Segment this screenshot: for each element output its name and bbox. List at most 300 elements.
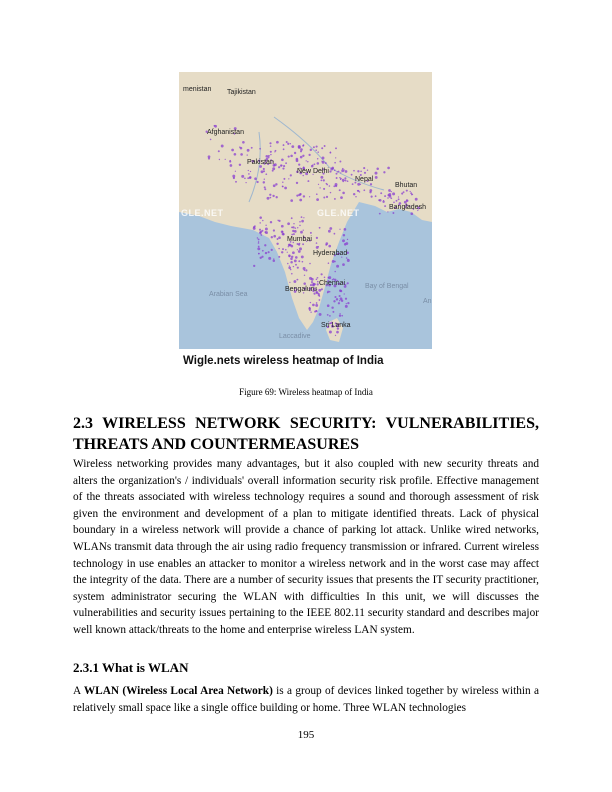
- heat-dot: [301, 216, 303, 218]
- heat-dot: [347, 180, 349, 182]
- heat-dot: [301, 220, 304, 223]
- heat-dot: [293, 223, 294, 224]
- heat-dot: [311, 278, 314, 281]
- heat-dot: [309, 263, 311, 265]
- heat-dot: [273, 235, 276, 238]
- heat-dot: [270, 151, 272, 153]
- heat-dot: [296, 182, 298, 184]
- heat-dot: [318, 246, 319, 247]
- heat-dot: [297, 243, 299, 245]
- heat-dot: [334, 162, 336, 164]
- heat-dot: [319, 299, 321, 301]
- heat-dot: [321, 180, 323, 182]
- heat-dot: [265, 225, 266, 226]
- heat-dot: [392, 212, 394, 214]
- heat-dot: [234, 153, 237, 156]
- page-number: 195: [297, 729, 315, 741]
- heat-dot: [347, 302, 349, 304]
- heat-dot: [383, 171, 385, 173]
- heat-dot: [288, 266, 291, 269]
- heat-dot: [314, 283, 316, 285]
- heat-dot: [339, 229, 340, 230]
- heat-dot: [292, 251, 295, 254]
- heat-dot: [324, 277, 326, 279]
- heat-dot: [307, 161, 308, 162]
- heat-dot: [283, 148, 285, 150]
- heat-dot: [289, 244, 292, 247]
- heat-dot: [258, 246, 260, 248]
- heat-dot: [359, 191, 361, 193]
- heat-dot: [344, 243, 347, 246]
- heat-dot: [273, 229, 275, 231]
- heat-dot: [326, 242, 329, 245]
- heat-dot: [295, 256, 298, 259]
- heat-dot: [322, 157, 325, 160]
- heat-dot: [290, 199, 293, 202]
- heat-dot: [315, 304, 318, 307]
- heat-dot: [290, 269, 291, 270]
- heat-dot: [264, 186, 266, 188]
- heat-dot: [281, 165, 282, 166]
- heat-dot: [300, 193, 301, 194]
- heat-dot: [264, 188, 266, 190]
- heat-dot: [300, 150, 302, 152]
- map-label-bay-of-bengal: Bay of Bengal: [365, 283, 409, 290]
- heat-dot: [376, 167, 379, 170]
- heat-dot: [233, 177, 235, 179]
- heat-dot: [290, 261, 293, 264]
- heat-dot: [261, 170, 264, 173]
- heat-dot: [403, 191, 405, 193]
- heat-dot: [415, 198, 418, 201]
- heat-dot: [314, 163, 316, 165]
- heat-dot: [269, 194, 271, 196]
- heat-dot: [406, 199, 408, 201]
- heat-dot: [316, 198, 319, 201]
- heat-dot: [311, 281, 313, 283]
- heat-dot: [294, 259, 297, 262]
- heat-dot: [340, 179, 341, 180]
- heat-dot: [291, 256, 293, 258]
- heat-dot: [256, 181, 258, 183]
- heat-dot: [303, 195, 305, 197]
- heat-dot: [360, 171, 362, 173]
- heat-dot: [259, 216, 262, 219]
- heat-dot: [340, 172, 341, 173]
- heat-dot: [210, 139, 212, 141]
- heat-dot: [396, 200, 398, 202]
- heat-dot: [258, 241, 259, 242]
- heat-dot: [310, 302, 311, 303]
- heat-dot: [296, 279, 298, 281]
- heat-dot: [230, 164, 233, 167]
- heat-dot: [218, 150, 220, 152]
- heat-dot: [265, 173, 267, 175]
- wlan-term: WLAN (Wireless Local Area Network): [83, 685, 273, 697]
- heat-dot: [340, 297, 343, 300]
- heat-dot: [249, 177, 252, 180]
- map-label-new-delhi: New Delhi: [297, 168, 329, 175]
- heat-dot: [258, 242, 260, 244]
- heat-dot: [231, 149, 234, 152]
- map-label-bhutan: Bhutan: [395, 182, 418, 189]
- heat-dot: [270, 154, 271, 155]
- heat-dot: [270, 221, 272, 223]
- heat-dot: [286, 141, 288, 143]
- heat-dot: [219, 159, 220, 160]
- heat-dot: [288, 255, 290, 257]
- heat-dot: [258, 238, 260, 240]
- heat-dot: [312, 164, 313, 165]
- heat-dot: [289, 282, 290, 283]
- heat-dot: [265, 231, 268, 234]
- heat-dot: [316, 302, 318, 304]
- heat-dot: [357, 183, 360, 186]
- heat-dot: [293, 266, 294, 267]
- heat-dot: [357, 190, 359, 192]
- heat-dot: [281, 225, 284, 228]
- heat-dot: [321, 147, 323, 149]
- heat-dot: [378, 199, 380, 201]
- heat-dot: [278, 236, 281, 239]
- heat-dot: [208, 158, 210, 160]
- heat-dot: [291, 217, 293, 219]
- heat-dot: [330, 168, 333, 171]
- heat-dot: [364, 172, 366, 174]
- heat-dot: [379, 213, 381, 215]
- heat-dot: [309, 309, 311, 311]
- heat-dot: [326, 196, 328, 198]
- heat-dot: [276, 141, 279, 144]
- heat-dot: [344, 177, 346, 179]
- heat-dot: [253, 265, 255, 267]
- heat-dot: [214, 125, 216, 127]
- heat-dot: [317, 277, 319, 279]
- heat-dot: [345, 305, 348, 308]
- heat-dot: [312, 304, 315, 307]
- heat-dot: [245, 182, 246, 183]
- heat-dot: [244, 177, 246, 179]
- heat-dot: [336, 265, 339, 268]
- heat-dot: [283, 178, 285, 180]
- subsection-paragraph: [73, 683, 539, 717]
- heat-dot: [325, 162, 327, 164]
- map-label-afghanistan: Afghanistan: [207, 129, 244, 136]
- heat-dot: [302, 261, 304, 263]
- heat-dot: [310, 232, 312, 234]
- heat-dot: [248, 170, 249, 171]
- heat-dot: [387, 211, 388, 212]
- heat-dot: [297, 249, 298, 250]
- heat-dot: [275, 150, 277, 152]
- heat-dot: [334, 296, 336, 298]
- heat-dot: [274, 163, 277, 166]
- heat-dot: [339, 161, 341, 163]
- heat-dot: [299, 221, 301, 223]
- heat-dot: [268, 251, 270, 253]
- heat-dot: [398, 198, 400, 200]
- heat-dot: [284, 187, 287, 190]
- heat-dot: [282, 168, 284, 170]
- heat-dot: [258, 253, 260, 255]
- heat-dot: [247, 177, 249, 179]
- heat-dot: [329, 291, 331, 293]
- heat-dot: [263, 168, 265, 170]
- heat-dot: [270, 145, 272, 147]
- heat-dot: [318, 184, 319, 185]
- heat-dot: [282, 186, 284, 188]
- heat-dot: [241, 175, 244, 178]
- heat-dot: [253, 227, 256, 230]
- heat-dot: [299, 199, 302, 202]
- heat-dot: [393, 201, 395, 203]
- heat-dot: [345, 298, 347, 300]
- heat-dot: [363, 189, 365, 191]
- heat-dot: [351, 174, 353, 176]
- heat-dot: [261, 234, 263, 236]
- heat-dot: [300, 231, 303, 234]
- heat-dot: [293, 233, 295, 235]
- map-label-mumbai: Mumbai: [287, 236, 312, 243]
- heat-dot: [347, 282, 349, 284]
- heat-dot: [410, 192, 412, 194]
- heat-dot: [375, 176, 378, 179]
- heat-dot: [336, 173, 338, 175]
- heat-dot: [277, 238, 279, 240]
- heat-dot: [299, 225, 301, 227]
- map-label-andaman-fragment: An: [423, 298, 432, 305]
- heat-dot: [334, 271, 336, 273]
- heat-dot: [329, 170, 331, 172]
- map-label-bengaluru: Bengaluru: [285, 286, 317, 293]
- heat-dot: [310, 149, 312, 151]
- heat-dot: [406, 190, 408, 192]
- heat-dot: [316, 146, 318, 148]
- map-label-lakshadweep: Laccadive: [279, 333, 311, 340]
- heat-dot: [247, 154, 248, 155]
- subsection-heading: 2.3.1 What is WLAN: [73, 660, 189, 675]
- heat-dot: [336, 177, 338, 179]
- section-paragraph: Wireless networking provides many advantages, but it also coupled with new security threats and alters the organization's / individuals' overall information security risk profile. Effective management of the threats associated with wireless technology requires a sound and thorough assessment of risk given the environment and development of a plan to mitigate identified threats. Lack of physical boundary in a wireless network will provide a chance of parking lot attack. Unlike wired networks, WLANs transmit data through the air using radio frequency transmission or infrared. Current wireless technology in use enables an attacker to monitor a wireless network and in the worst case may affect the integrity of the data. There are a number of security issues that presents the IT security practitioner, system administrator securing the WLAN with difficulties In this unit, we will discusses the vulnerabilities and security issues pertaining to the IEEE 802.11 security standard and describes major well known attack/threats to the home and enterprise wireless LAN system.: [73, 458, 539, 636]
- heat-dot: [287, 263, 289, 265]
- heat-dot: [339, 295, 341, 297]
- heat-dot: [392, 192, 395, 195]
- heat-dot: [287, 252, 288, 253]
- heat-dot: [235, 171, 236, 172]
- heat-dot: [247, 149, 250, 152]
- heat-dot: [294, 152, 296, 154]
- heat-dot: [317, 158, 319, 160]
- heat-dot: [254, 177, 257, 180]
- map-label-hyderabad: Hyderabad: [313, 250, 348, 257]
- heat-dot: [276, 196, 278, 198]
- heat-dot: [326, 183, 328, 185]
- heat-dot: [281, 251, 283, 253]
- heat-dot: [257, 237, 258, 238]
- heat-dot: [229, 161, 231, 163]
- image-caption: Wigle.nets wireless heatmap of India: [183, 355, 384, 367]
- heat-dot: [327, 314, 329, 316]
- heat-dot: [319, 227, 321, 229]
- heat-dot: [273, 259, 276, 262]
- heat-dot: [278, 166, 280, 168]
- map-label-nepal: Nepal: [355, 176, 374, 183]
- figure-caption: Figure 69: Wireless heatmap of India: [239, 387, 373, 397]
- heat-dot: [264, 179, 265, 180]
- watermark-left: GLE.NET: [181, 208, 224, 218]
- heat-dot: [294, 230, 297, 233]
- heat-dot: [303, 230, 304, 231]
- heat-dot: [297, 227, 298, 228]
- heat-dot: [272, 170, 274, 172]
- heat-dot: [291, 273, 293, 275]
- heat-dot: [242, 141, 245, 144]
- heat-dot: [319, 187, 320, 188]
- heat-dot: [283, 144, 285, 146]
- heat-dot: [391, 191, 392, 192]
- heat-dot: [298, 260, 300, 262]
- heat-dot: [342, 192, 345, 195]
- heat-dot: [387, 197, 389, 199]
- heat-dot: [329, 185, 331, 187]
- heat-dot: [267, 197, 270, 200]
- heat-dot: [335, 185, 337, 187]
- heat-dot: [401, 193, 403, 195]
- heat-dot: [342, 181, 343, 182]
- heat-dot: [384, 195, 386, 197]
- heat-dot: [334, 169, 336, 171]
- heat-dot: [333, 185, 335, 187]
- heat-dot: [332, 260, 335, 263]
- heat-dot: [328, 262, 330, 264]
- heat-dot: [272, 167, 275, 170]
- heat-dot: [303, 267, 306, 270]
- heat-dot: [240, 153, 243, 156]
- heat-dot: [398, 196, 399, 197]
- heat-dot: [367, 169, 368, 170]
- heat-dot: [375, 172, 378, 175]
- heat-dot: [314, 311, 316, 313]
- heat-dot: [338, 302, 340, 304]
- heat-dot: [324, 145, 326, 147]
- heat-dot: [339, 189, 341, 191]
- heat-dot: [285, 249, 287, 251]
- heat-dot: [347, 239, 348, 240]
- heat-dot: [273, 184, 276, 187]
- heat-dot: [265, 155, 268, 158]
- heat-dot: [344, 169, 345, 170]
- heat-dot: [288, 178, 289, 179]
- heat-dot: [259, 222, 261, 224]
- heat-dot: [225, 159, 226, 160]
- heat-dot: [302, 155, 304, 157]
- heat-dot: [251, 147, 253, 149]
- heat-dot: [260, 257, 262, 259]
- heat-dot: [390, 197, 392, 199]
- heat-dot: [329, 227, 332, 230]
- heat-dot: [329, 331, 332, 334]
- heat-dot: [262, 220, 264, 222]
- heat-dot: [248, 173, 250, 175]
- heat-dot: [410, 191, 411, 192]
- heat-dot: [328, 277, 330, 279]
- heat-dot: [295, 264, 297, 266]
- heat-dot: [298, 250, 301, 253]
- heat-dot: [317, 151, 319, 153]
- heat-dot: [339, 300, 340, 301]
- heat-dot: [270, 197, 272, 199]
- heat-dot: [332, 311, 334, 313]
- section-heading: 2.3 WIRELESS NETWORK SECURITY: VULNERABILITIES, THREATS AND COUNTERMEASURES: [73, 415, 539, 453]
- heat-dot: [328, 245, 331, 248]
- heat-dot: [272, 195, 274, 197]
- heat-dot: [387, 167, 390, 170]
- heat-dot: [303, 175, 304, 176]
- heat-dot: [375, 195, 377, 197]
- heat-dot: [353, 170, 355, 172]
- heat-dot: [278, 248, 279, 249]
- heat-dot: [330, 192, 331, 193]
- heat-dot: [271, 236, 273, 238]
- heat-dot: [342, 168, 344, 170]
- map-label-turkmenistan: menistan: [183, 86, 212, 93]
- heat-dot: [334, 198, 336, 200]
- heat-dot: [265, 252, 267, 254]
- heat-dot: [271, 249, 273, 251]
- heat-dot: [336, 331, 339, 334]
- heat-dot: [336, 298, 338, 300]
- heat-dot: [316, 237, 318, 239]
- heat-dot: [331, 306, 333, 308]
- watermark-right: GLE.NET: [317, 208, 360, 218]
- heat-dot: [263, 181, 265, 183]
- heat-dot: [268, 155, 270, 157]
- heat-dot: [333, 300, 335, 302]
- heat-dot: [297, 267, 299, 269]
- heat-dot: [302, 243, 304, 245]
- heat-dot: [310, 311, 311, 312]
- heat-dot: [259, 148, 261, 150]
- heat-dot: [296, 194, 298, 196]
- heat-dot: [329, 315, 331, 317]
- heat-dot: [346, 257, 348, 259]
- heat-dot: [288, 246, 289, 247]
- heat-dot: [353, 193, 355, 195]
- heat-dot: [412, 194, 414, 196]
- heat-dot: [295, 227, 297, 229]
- heat-dot: [334, 233, 336, 235]
- heat-dot: [319, 313, 322, 316]
- heat-dot: [339, 315, 341, 317]
- heat-dot: [250, 171, 251, 172]
- heat-dot: [301, 255, 304, 258]
- heat-dot: [299, 247, 302, 250]
- heat-dot: [240, 147, 243, 150]
- heat-dot: [275, 183, 277, 185]
- heat-dot: [343, 234, 345, 236]
- heat-dot: [335, 147, 337, 149]
- heat-dot: [323, 188, 325, 190]
- heat-dot: [369, 191, 371, 193]
- heat-dot: [292, 226, 294, 228]
- heat-dot: [339, 313, 340, 314]
- heat-dot: [303, 217, 304, 218]
- heat-dot: [321, 273, 323, 275]
- heat-dot: [318, 293, 320, 295]
- heat-dot: [347, 259, 348, 260]
- map-label-tajikistan: Tajikistan: [227, 89, 256, 96]
- heat-dot: [282, 233, 285, 236]
